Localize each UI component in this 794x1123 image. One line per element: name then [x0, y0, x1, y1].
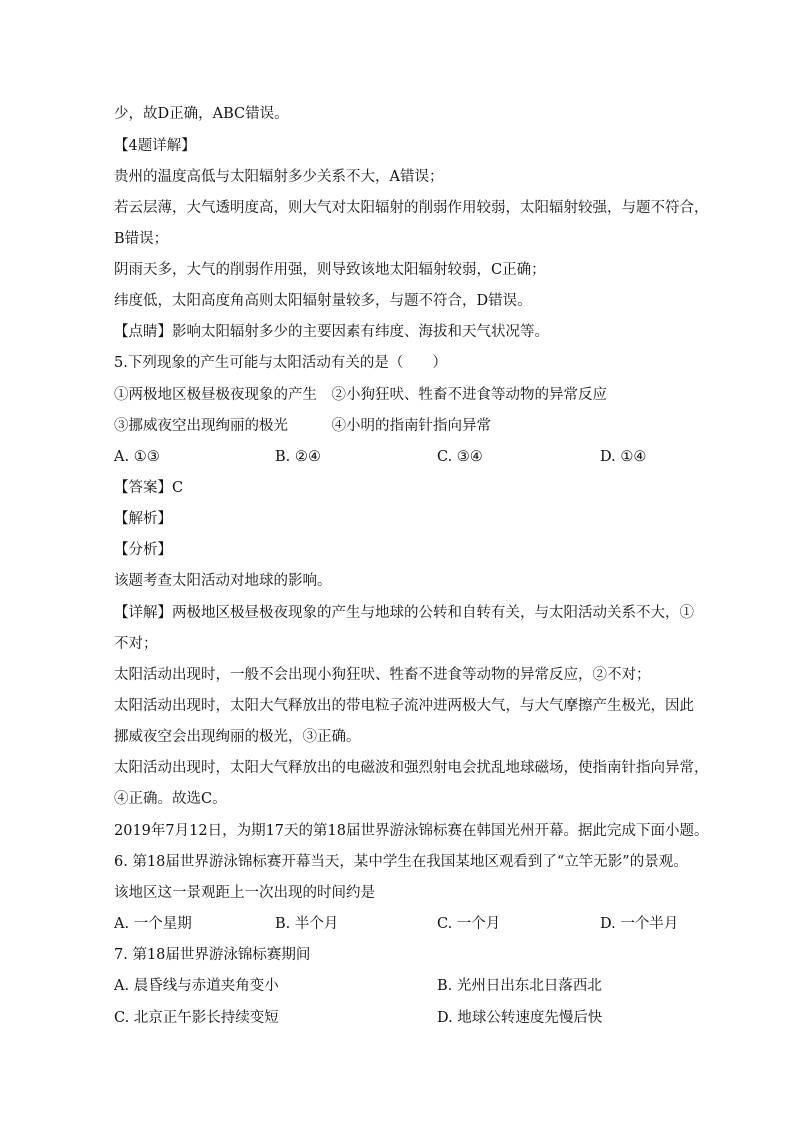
text-line: ④正确。故选C。 [114, 791, 227, 807]
text-line: 阴雨天多，大气的削弱作用强，则导致该地太阳辐射较弱，C正确； [114, 262, 546, 278]
question-6-stem: 6. 第18届世界游泳锦标赛开幕当天，某中学生在我国某地区观看到了“立竿无影”的景观。 [114, 854, 688, 870]
tip-heading: 【点睛】影响太阳辐射多少的主要因素有纬度、海拔和天气状况等。 [114, 324, 549, 340]
option-d: D. ①④ [600, 449, 647, 465]
text-line: 太阳活动出现时，一般不会出现小狗狂吠、牲畜不进食等动物的异常反应，②不对； [114, 667, 651, 683]
material-intro: 2019年7月12日，为期17天的第18届世界游泳锦标赛在韩国光州开幕。据此完成下面小题。 [114, 823, 709, 839]
text-line: 太阳活动出现时，太阳大气释放出的带电粒子流冲进两极大气，与大气摩擦产生极光，因此 [114, 698, 694, 714]
text-line: 挪威夜空会出现绚丽的极光，③正确。 [114, 729, 361, 745]
option-a: A. 晨昏线与赤道夹角变小 [114, 978, 279, 994]
detail-heading: 【详解】两极地区极昼极夜现象的产生与地球的公转和自转有关，与太阳活动关系不大，① [114, 605, 694, 621]
option-d: D. 一个半月 [600, 916, 679, 932]
question-5-stem: 5.下列现象的产生可能与太阳活动有关的是（ ） [114, 355, 447, 371]
option-c: C. 北京正午影长持续变短 [114, 1010, 279, 1026]
analysis-subheading: 【分析】 [114, 542, 172, 558]
answer-heading: 【答案】C [114, 480, 184, 496]
question-6-stem-continued: 该地区这一景观距上一次出现的时间约是 [114, 885, 375, 901]
text-line: 少，故D正确，ABC错误。 [114, 106, 289, 122]
analysis-heading: 【解析】 [114, 511, 172, 527]
section-heading-q4-explanation: 【4题详解】 [114, 138, 196, 154]
option-b: B. 光州日出东北日落西北 [437, 978, 602, 994]
text-line: 不对； [114, 636, 158, 652]
question-7-stem: 7. 第18届世界游泳锦标赛期间 [114, 947, 311, 963]
text-line: 该题考查太阳活动对地球的影响。 [114, 573, 332, 589]
option-c: C. 一个月 [437, 916, 501, 932]
text-line: 太阳活动出现时，太阳大气释放出的电磁波和强烈射电会扰乱地球磁场，使指南针指向异常， [114, 760, 709, 776]
question-5-statements-3-4: ③挪威夜空出现绚丽的极光 ④小明的指南针指向异常 [114, 418, 491, 434]
option-c: C. ③④ [437, 449, 483, 465]
option-b: B. ②④ [275, 449, 321, 465]
text-line: 贵州的温度高低与太阳辐射多少关系不大，A错误； [114, 169, 444, 185]
option-d: D. 地球公转速度先慢后快 [437, 1010, 603, 1026]
text-line: 若云层薄，大气透明度高，则大气对太阳辐射的削弱作用较弱，太阳辐射较强，与题不符合， [114, 200, 709, 216]
option-a: A. ①③ [114, 449, 160, 465]
option-b: B. 半个月 [275, 916, 339, 932]
text-line: B错误； [114, 231, 169, 247]
option-a: A. 一个星期 [114, 916, 192, 932]
text-line: 纬度低，太阳高度角高则太阳辐射量较多，与题不符合，D错误。 [114, 293, 532, 309]
question-5-statements-1-2: ①两极地区极昼极夜现象的产生 ②小狗狂吠、牲畜不进食等动物的异常反应 [114, 387, 607, 403]
